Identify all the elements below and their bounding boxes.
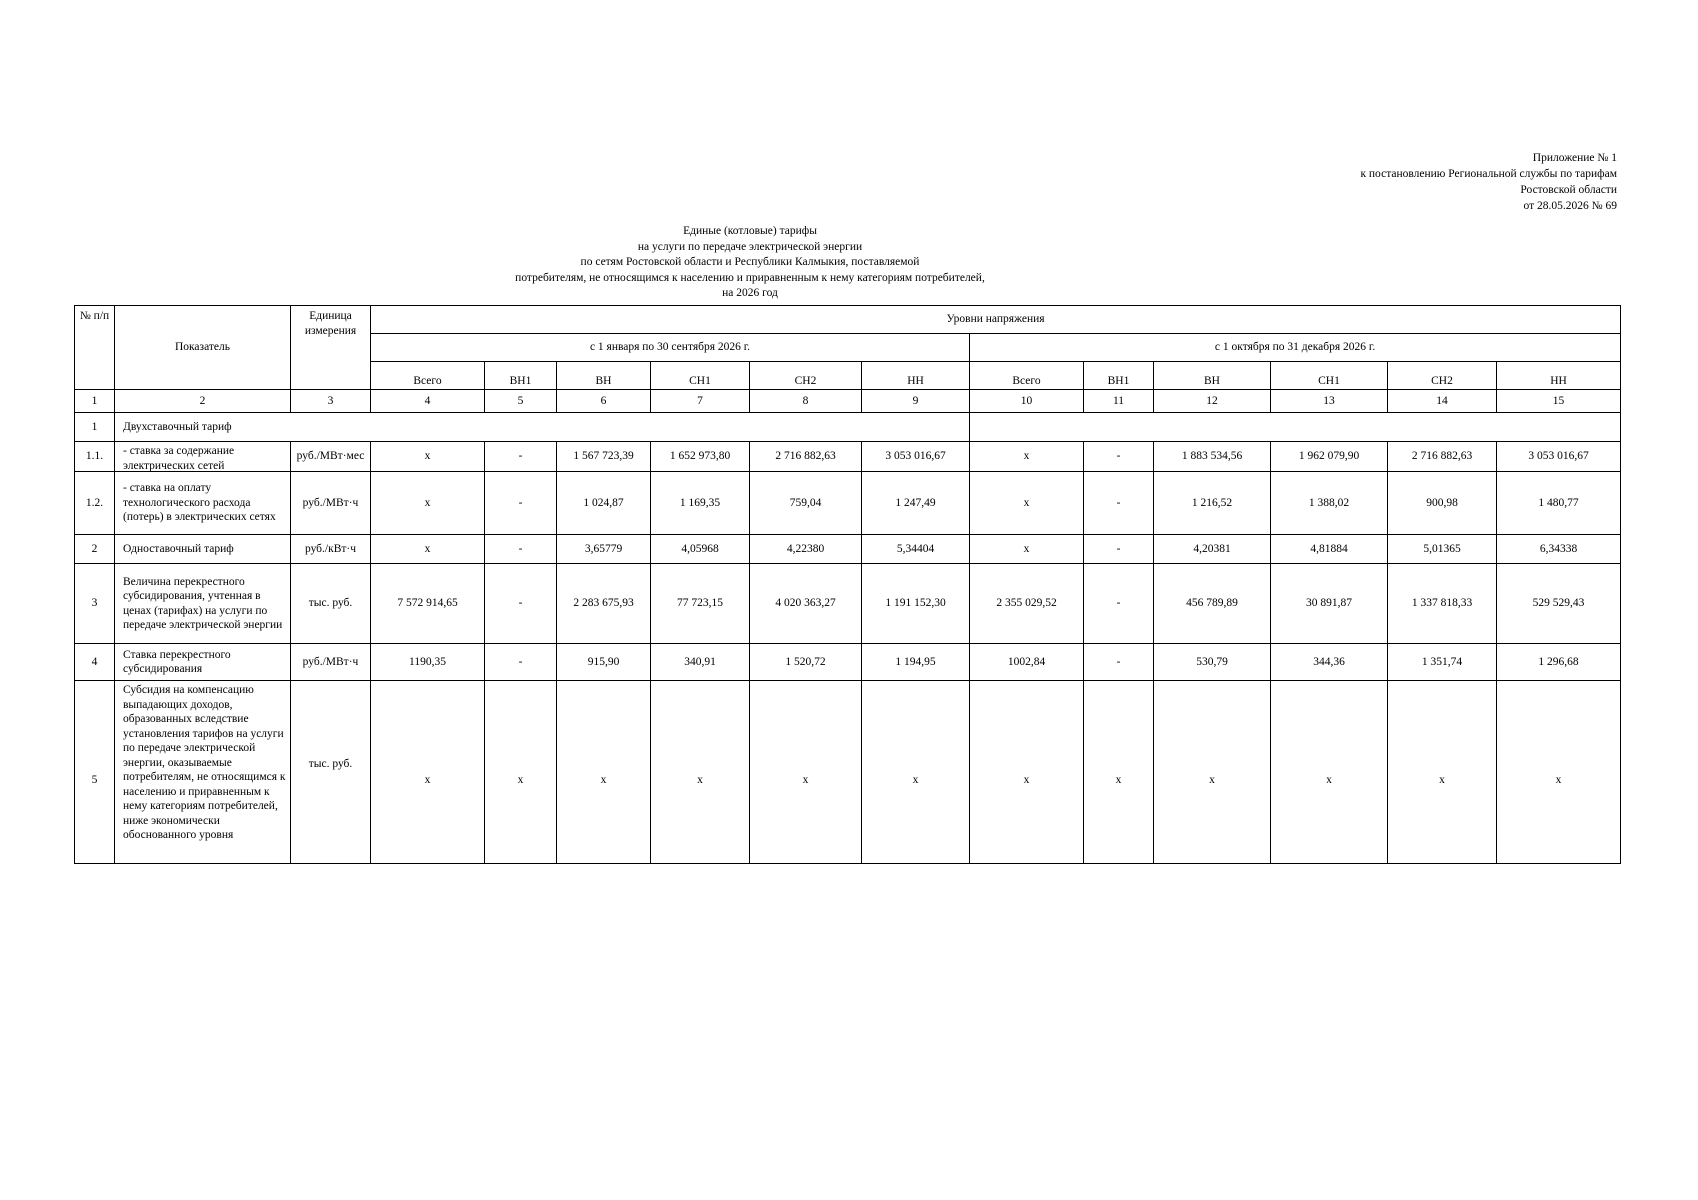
row-unit: руб./МВт·ч: [291, 472, 371, 535]
header-unit: Единица измерения: [291, 306, 371, 390]
value-cell: 7 572 914,65: [371, 564, 485, 644]
value-cell: 2 716 882,63: [1388, 442, 1497, 472]
row-unit: руб./кВт·ч: [291, 535, 371, 564]
value-cell: х: [970, 442, 1084, 472]
value-cell: х: [1271, 681, 1388, 864]
table-row: [75, 442, 1621, 472]
value-cell: х: [651, 681, 750, 864]
title-line: на 2026 год: [722, 287, 778, 299]
value-cell: 1190,35: [371, 644, 485, 681]
value-cell: 3,65779: [557, 535, 651, 564]
value-cell: х: [371, 472, 485, 535]
header-voltage-levels: Уровни напряжения: [371, 306, 1621, 334]
subcol-header: СН2: [750, 362, 862, 390]
row-label: Одноставочный тариф: [115, 535, 291, 564]
row-label: [115, 442, 291, 472]
table-row: [75, 564, 1621, 644]
annex-line: от 28.05.2026 № 69: [1523, 200, 1617, 212]
value-cell: 5,34404: [862, 535, 970, 564]
value-cell: х: [1154, 681, 1271, 864]
row-number: 1.1.: [75, 442, 115, 472]
row-unit: руб./МВт·ч: [291, 644, 371, 681]
value-cell: х: [970, 681, 1084, 864]
row-number: 1.2.: [75, 472, 115, 535]
column-number: 12: [1154, 390, 1271, 413]
row-number: 4: [75, 644, 115, 681]
value-cell: -: [485, 535, 557, 564]
value-cell: 4,81884: [1271, 535, 1388, 564]
row-label: Двухставочный тариф: [115, 413, 970, 442]
subcol-header: ВН1: [1084, 362, 1154, 390]
value-cell: 1 169,35: [651, 472, 750, 535]
row-label: [115, 681, 291, 864]
value-cell: х: [371, 535, 485, 564]
value-cell: 4,20381: [1154, 535, 1271, 564]
column-number: 5: [485, 390, 557, 413]
title-line: потребителям, не относящимся к населению и приравненным к нему категориям потребителей,: [515, 271, 985, 284]
subcol-header: Всего: [970, 362, 1084, 390]
row-unit: руб./МВт·мес: [291, 442, 371, 472]
subcol-header: ВН: [1154, 362, 1271, 390]
column-number: 2: [115, 390, 291, 413]
empty-cell: [970, 413, 1621, 442]
value-cell: х: [1388, 681, 1497, 864]
value-cell: х: [862, 681, 970, 864]
value-cell: 2 283 675,93: [557, 564, 651, 644]
value-cell: 1 024,87: [557, 472, 651, 535]
row-number: 2: [75, 535, 115, 564]
value-cell: 5,01365: [1388, 535, 1497, 564]
value-cell: -: [1084, 535, 1154, 564]
row-label-text: - ставка за содержание электрических сетей: [123, 445, 235, 471]
title-line: по сетям Ростовской области и Республики Калмыкия, поставляемой: [580, 256, 920, 268]
value-cell: 915,90: [557, 644, 651, 681]
subcol-header: СН1: [1271, 362, 1388, 390]
annex-line: Приложение № 1: [1532, 152, 1617, 164]
value-cell: 1 194,95: [862, 644, 970, 681]
value-cell: 1 351,74: [1388, 644, 1497, 681]
table-row: [75, 535, 1621, 564]
value-cell: 1002,84: [970, 644, 1084, 681]
value-cell: х: [750, 681, 862, 864]
value-cell: 77 723,15: [651, 564, 750, 644]
row-label: - ставка на оплату технологического расхода (потерь) в электрических сетях: [115, 472, 291, 535]
column-number: 6: [557, 390, 651, 413]
value-cell: 2 716 882,63: [750, 442, 862, 472]
annex-line: Ростовской области: [1520, 184, 1617, 196]
annex-block: [1360, 150, 1617, 214]
value-cell: х: [1497, 681, 1621, 864]
column-number: 7: [651, 390, 750, 413]
column-number: 10: [970, 390, 1084, 413]
value-cell: -: [485, 442, 557, 472]
row-number: 1: [75, 413, 115, 442]
header-period-1: с 1 января по 30 сентября 2026 г.: [371, 334, 970, 362]
tariff-table: [74, 305, 1621, 864]
column-number: 8: [750, 390, 862, 413]
value-cell: 1 296,68: [1497, 644, 1621, 681]
title-line: на услуги по передаче электрической энергии: [637, 240, 863, 253]
value-cell: 1 480,77: [1497, 472, 1621, 535]
value-cell: 456 789,89: [1154, 564, 1271, 644]
column-number: 15: [1497, 390, 1621, 413]
header-num: № п/п: [75, 306, 115, 390]
value-cell: -: [1084, 442, 1154, 472]
value-cell: х: [485, 681, 557, 864]
value-cell: 1 520,72: [750, 644, 862, 681]
value-cell: 529 529,43: [1497, 564, 1621, 644]
value-cell: 1 216,52: [1154, 472, 1271, 535]
column-number: 11: [1084, 390, 1154, 413]
title-line: Единые (котловые) тарифы: [683, 225, 817, 237]
header-period-2: с 1 октября по 31 декабря 2026 г.: [970, 334, 1621, 362]
subcol-header: ВН: [557, 362, 651, 390]
value-cell: 2 355 029,52: [970, 564, 1084, 644]
value-cell: 1 883 534,56: [1154, 442, 1271, 472]
value-cell: 344,36: [1271, 644, 1388, 681]
value-cell: х: [557, 681, 651, 864]
value-cell: 759,04: [750, 472, 862, 535]
value-cell: 1 388,02: [1271, 472, 1388, 535]
value-cell: 1 247,49: [862, 472, 970, 535]
value-cell: 1 337 818,33: [1388, 564, 1497, 644]
column-number: 3: [291, 390, 371, 413]
value-cell: -: [485, 564, 557, 644]
value-cell: 340,91: [651, 644, 750, 681]
row-label-text: Субсидия на компенсацию выпадающих доходов, образованных вследствие установления тарифов на услуги по передаче электрической энергии, оказываемые потребителям, не относящимся к населению и приравненным к нему категориям потребителей, ниже экономически обоснованного уровня: [123, 684, 286, 841]
subcol-header: Всего: [371, 362, 485, 390]
row-unit: тыс. руб.: [291, 564, 371, 644]
column-number: 4: [371, 390, 485, 413]
column-number: 9: [862, 390, 970, 413]
row-unit: тыс. руб.: [291, 681, 371, 864]
value-cell: 6,34338: [1497, 535, 1621, 564]
table-row: [75, 681, 1621, 864]
value-cell: -: [1084, 644, 1154, 681]
value-cell: 4,05968: [651, 535, 750, 564]
subcol-header: СН2: [1388, 362, 1497, 390]
value-cell: 4,22380: [750, 535, 862, 564]
table-row: [75, 644, 1621, 681]
column-number: 14: [1388, 390, 1497, 413]
value-cell: х: [1084, 681, 1154, 864]
value-cell: 1 962 079,90: [1271, 442, 1388, 472]
value-cell: 3 053 016,67: [1497, 442, 1621, 472]
value-cell: х: [371, 681, 485, 864]
row-number: 5: [75, 681, 115, 864]
document-title: [0, 224, 1500, 302]
value-cell: 1 191 152,30: [862, 564, 970, 644]
value-cell: 4 020 363,27: [750, 564, 862, 644]
table-row: [75, 472, 1621, 535]
subcol-header: СН1: [651, 362, 750, 390]
subcol-header: ВН1: [485, 362, 557, 390]
annex-line: к постановлению Региональной службы по тарифам: [1360, 168, 1617, 180]
value-cell: -: [1084, 472, 1154, 535]
value-cell: 900,98: [1388, 472, 1497, 535]
column-number: 13: [1271, 390, 1388, 413]
value-cell: 530,79: [1154, 644, 1271, 681]
value-cell: -: [1084, 564, 1154, 644]
value-cell: 30 891,87: [1271, 564, 1388, 644]
column-number: 1: [75, 390, 115, 413]
value-cell: х: [371, 442, 485, 472]
row-label: Величина перекрестного субсидирования, учтенная в ценах (тарифах) на услуги по передаче электрической энергии: [115, 564, 291, 644]
row-number: 3: [75, 564, 115, 644]
value-cell: х: [970, 535, 1084, 564]
subcol-header: НН: [862, 362, 970, 390]
subcol-header: НН: [1497, 362, 1621, 390]
header-indicator: Показатель: [115, 306, 291, 390]
value-cell: -: [485, 644, 557, 681]
value-cell: 1 652 973,80: [651, 442, 750, 472]
value-cell: 3 053 016,67: [862, 442, 970, 472]
row-label: Ставка перекрестного субсидирования: [115, 644, 291, 681]
value-cell: х: [970, 472, 1084, 535]
value-cell: 1 567 723,39: [557, 442, 651, 472]
value-cell: -: [485, 472, 557, 535]
